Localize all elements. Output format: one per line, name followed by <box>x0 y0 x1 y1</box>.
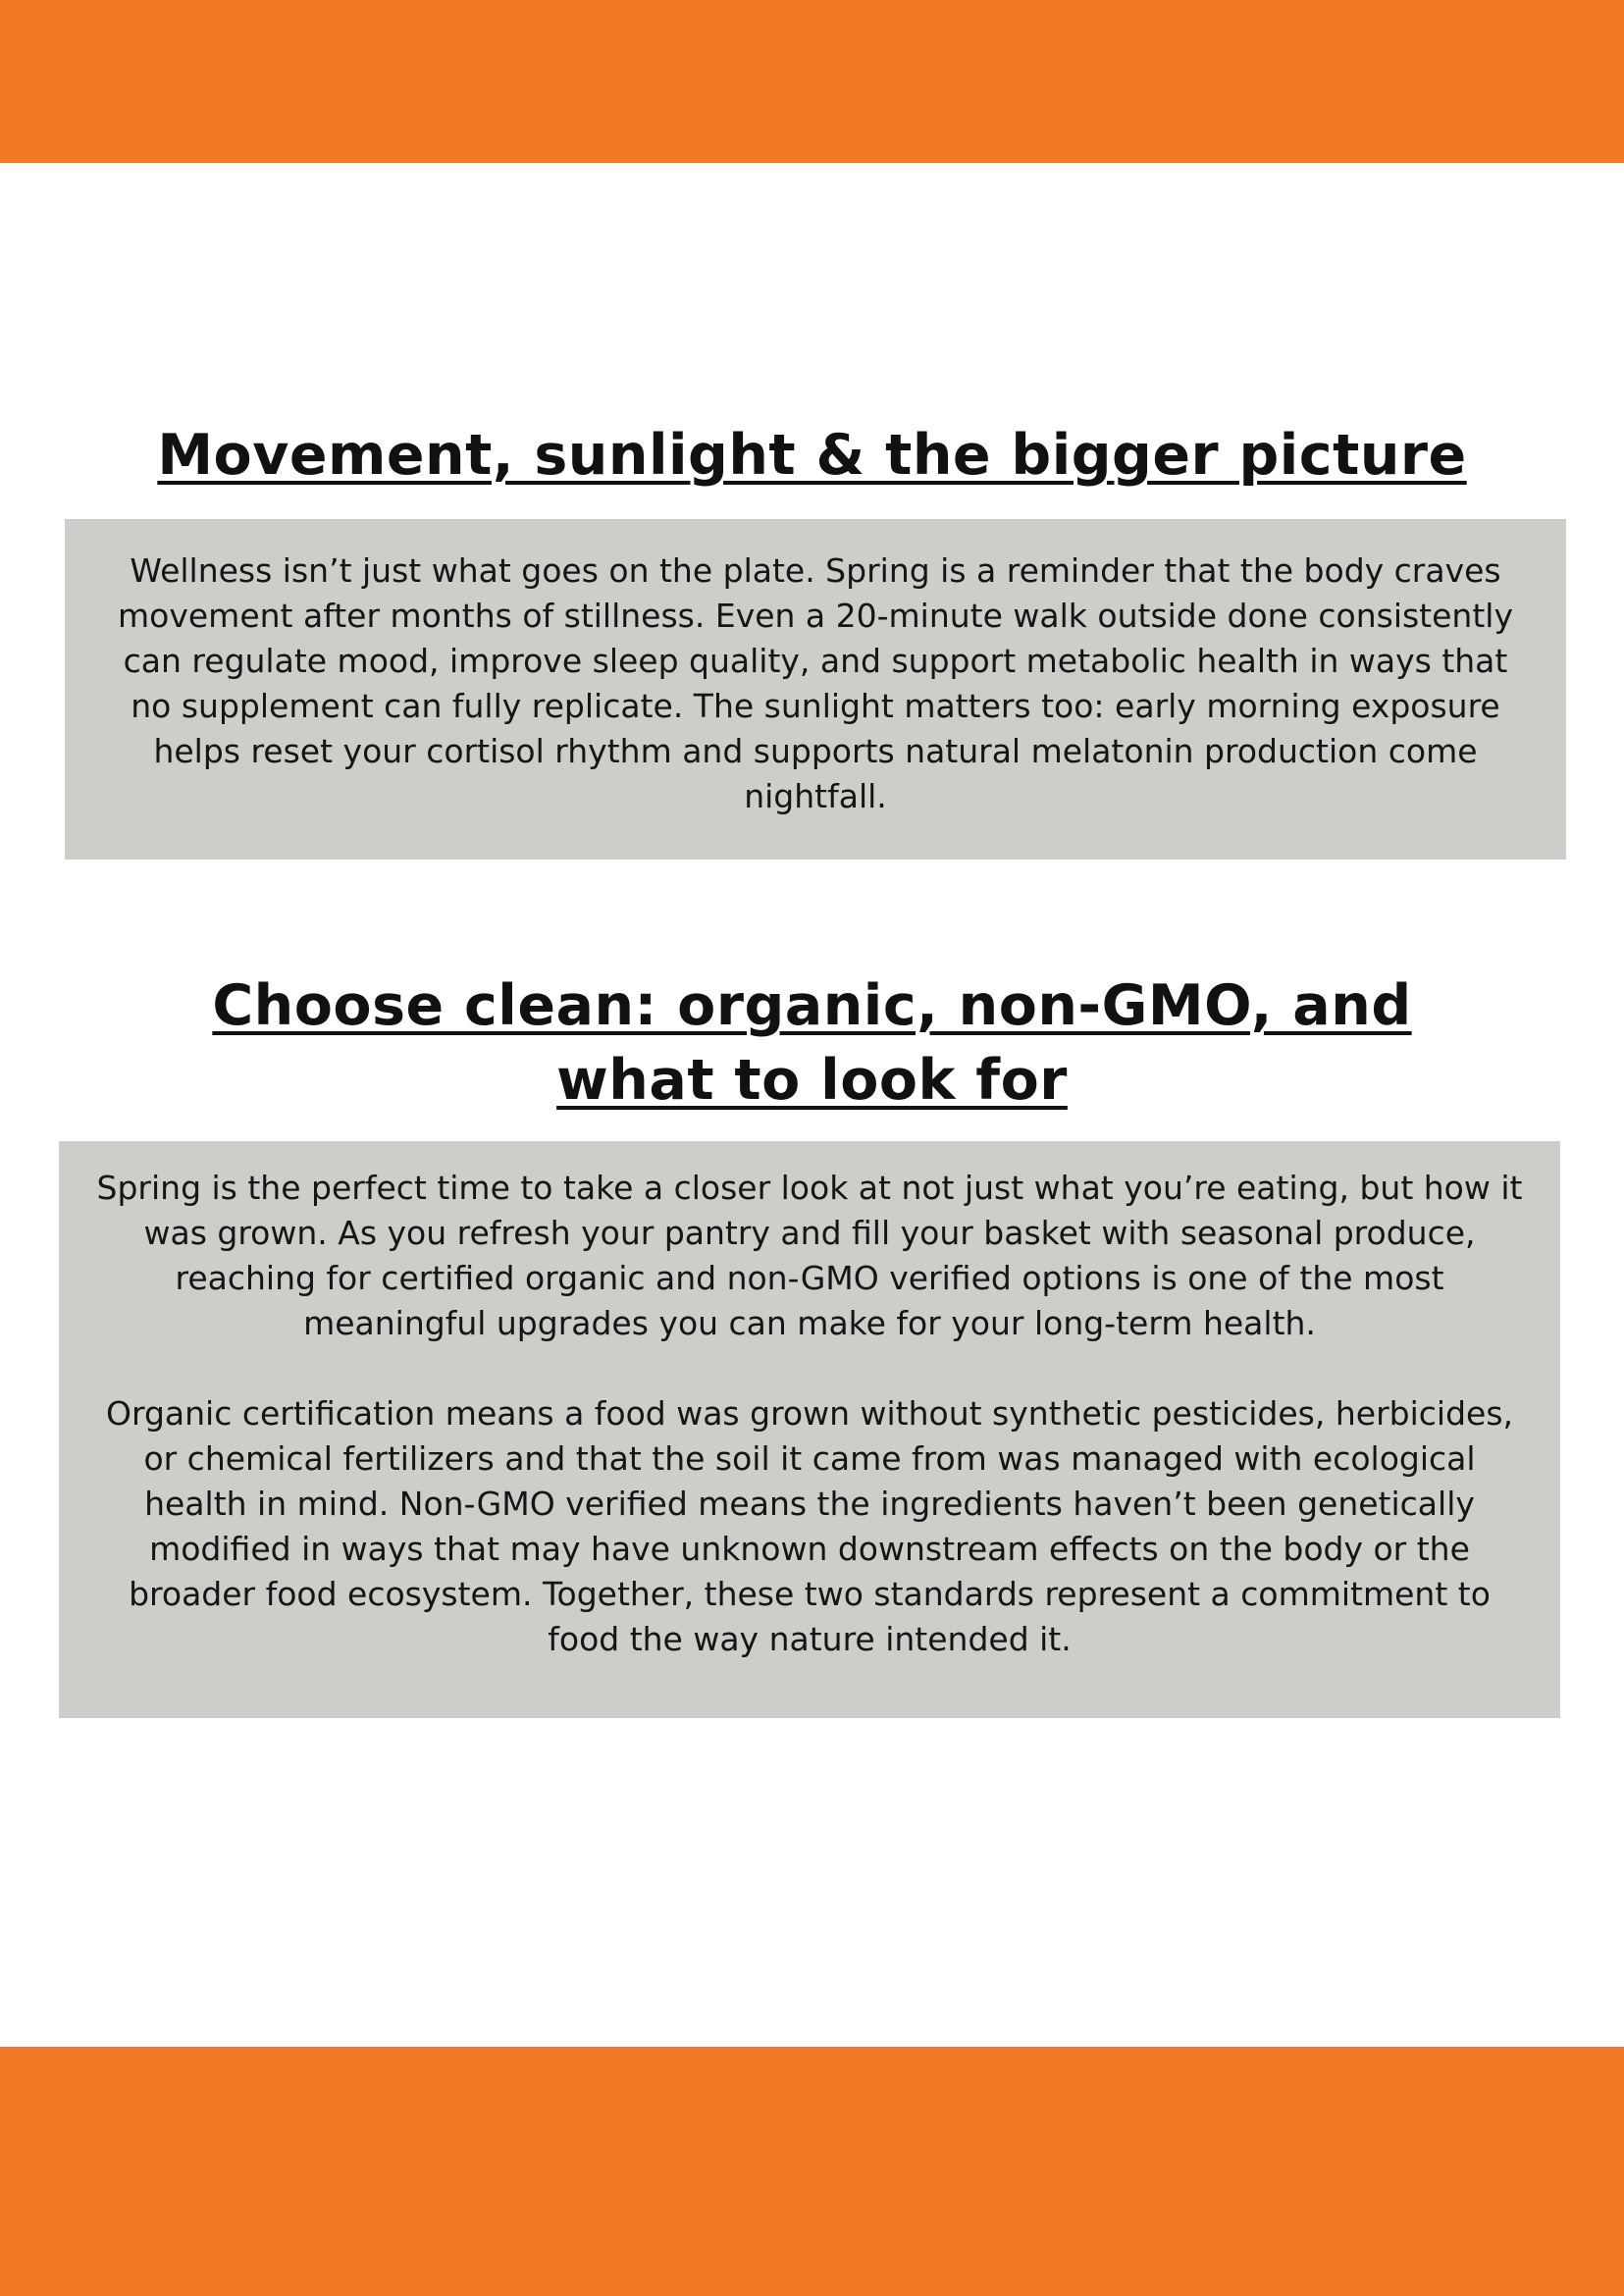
choose-clean-paragraph-2: Organic certification means a food was grown without synthetic pesticides, herbicides, or chemical fertilizers and that the soil it came from was managed with ecological health in mind. Non-GMO verified means the ingredients haven’t been genetically modified in ways that may have unknown downstream effects on the body or the broader food ecosystem. Together, these two standards represent a commitment to food the way nature intended it. <box>105 1394 1514 1658</box>
section-heading-choose-clean: Choose clean: organic, non-GMO, and what to look for <box>212 973 1412 1113</box>
movement-paragraph: Wellness isn’t just what goes on the plate. Spring is a reminder that the body craves movement after months of stillness. Even a 20-minute walk outside done consistently can regulate mood, improve sleep quality, and support metabolic health in ways that no supplement can fully replicate. The sunlight matters too: early morning exposure helps reset your cortisol rhythm and supports natural melatonin production come nightfall. <box>118 551 1513 815</box>
choose-clean-text-panel <box>59 1141 1560 1718</box>
choose-clean-paragraph-1: Spring is the perfect time to take a closer look at not just what you’re eating, but how it was grown. As you refresh your pantry and fill your basket with seasonal produce, reaching for certified organic and non-GMO verified options is one of the most meaningful upgrades you can make for your long-term health. <box>96 1169 1523 1342</box>
movement-text-panel <box>65 519 1566 860</box>
bottom-orange-band <box>0 2047 1624 2296</box>
section-heading-movement: Movement, sunlight & the bigger picture <box>157 423 1467 488</box>
top-orange-band <box>0 0 1624 163</box>
